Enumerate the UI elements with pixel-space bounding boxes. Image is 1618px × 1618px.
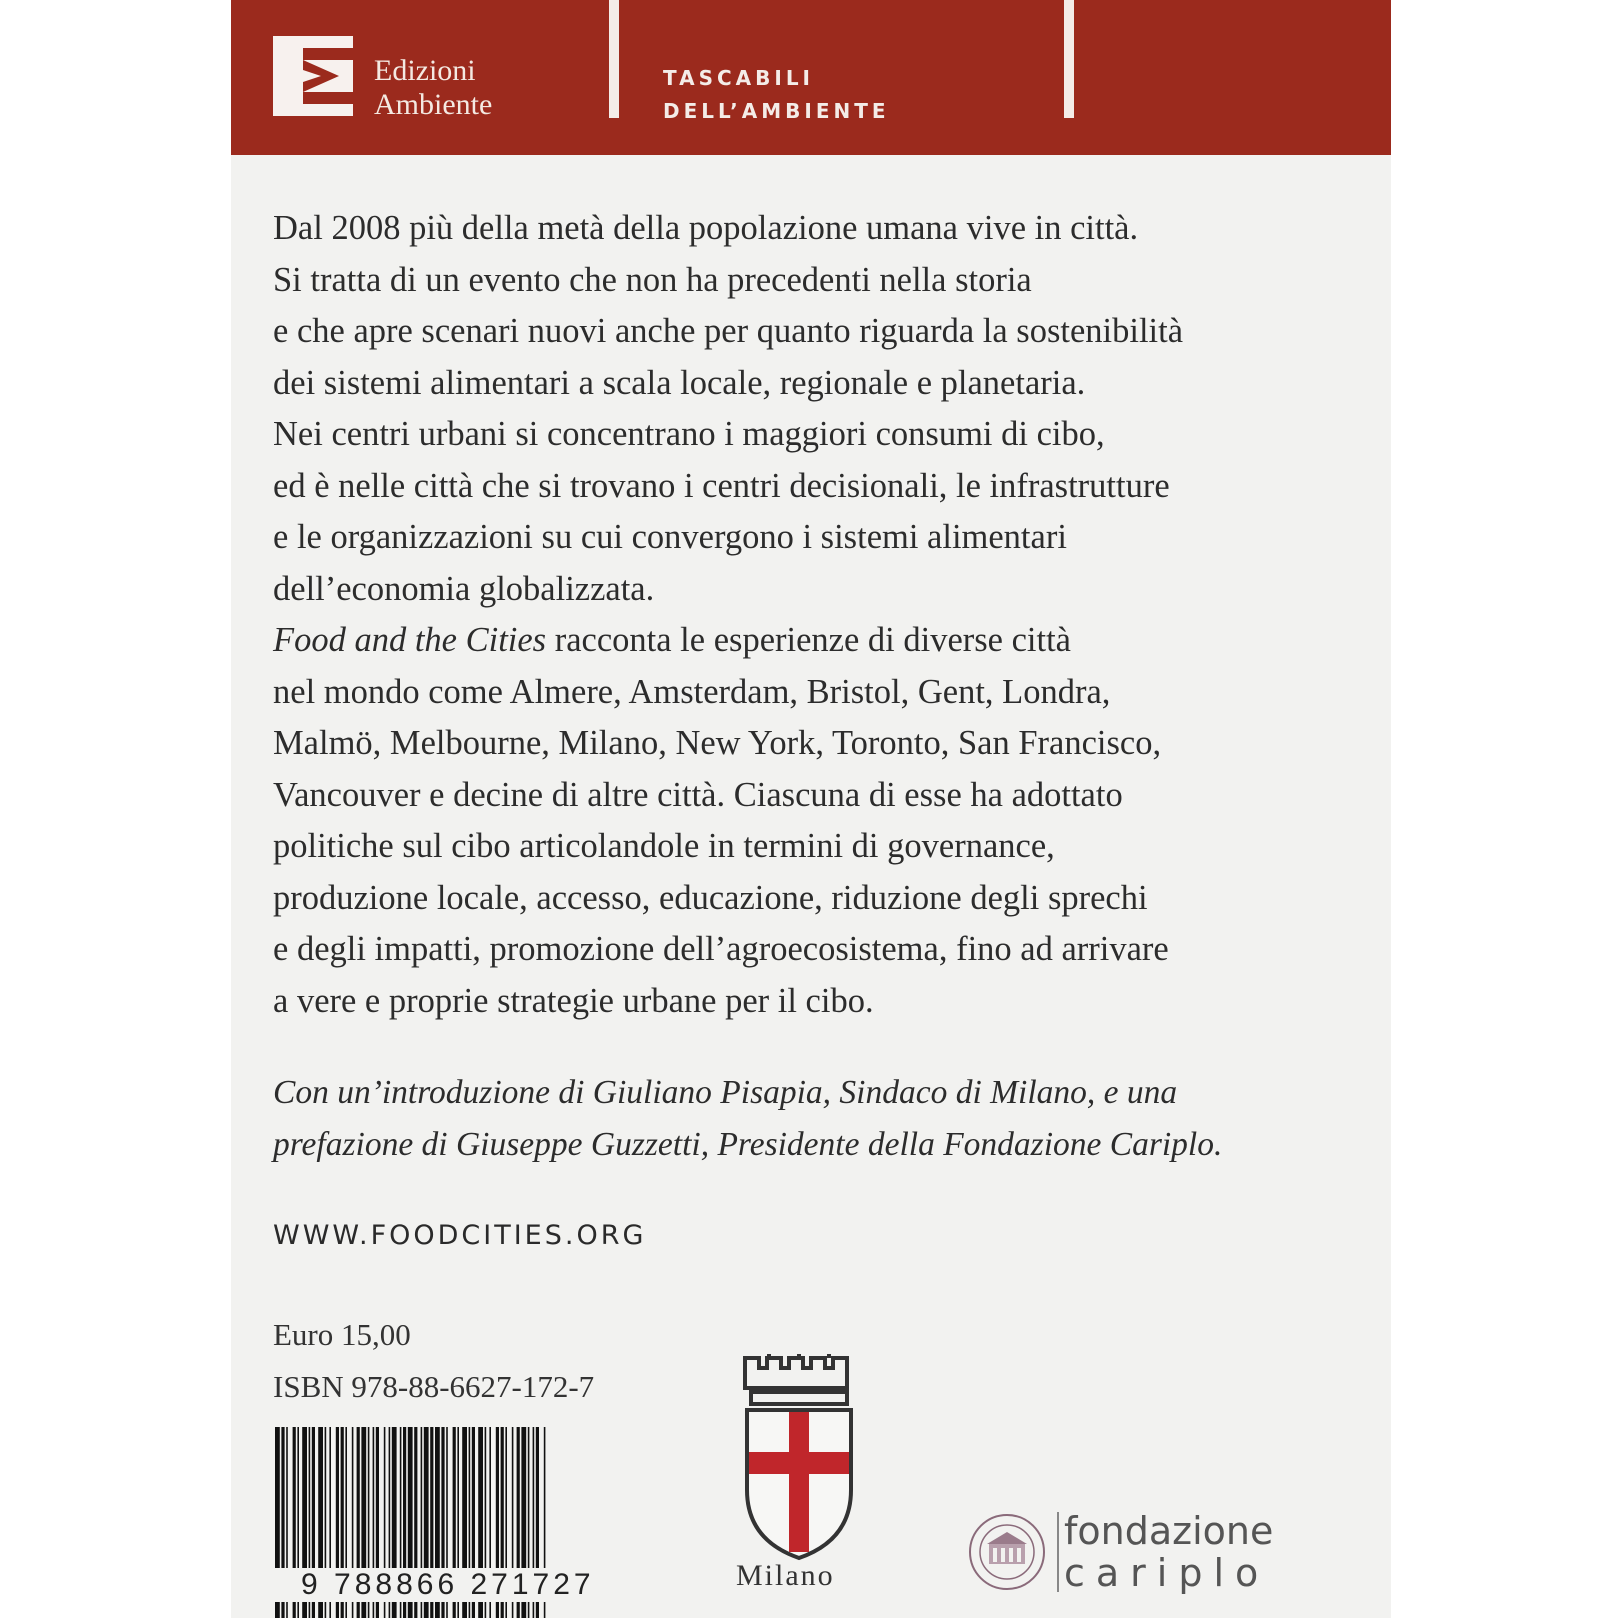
foundation-line1: fondazione: [1064, 1509, 1274, 1553]
blurb-text: [273, 203, 1383, 1027]
blurb-line: ed è nelle città che si trovano i centri decisionali, le infrastrutture: [273, 466, 1170, 505]
publisher-name: [374, 54, 492, 122]
introduction-credits: [273, 1067, 1393, 1171]
blurb-line: Nei centri urbani si concentrano i maggiori consumi di cibo,: [273, 415, 1105, 453]
blurb-line: politiche sul cibo articolandole in termini di governance,: [273, 827, 1055, 865]
publisher-name-line2: Ambiente: [374, 88, 493, 121]
blurb-line: a vere e proprie strategie urbane per il cibo.: [273, 981, 874, 1020]
blurb-line: Malmö, Melbourne, Milano, New York, Toronto, San Francisco,: [273, 724, 1162, 762]
website-url[interactable]: WWW.FOODCITIES.ORG: [273, 1220, 647, 1251]
blurb-line: e degli impatti, promozione dell’agroecosistema, fino ad arrivare: [273, 930, 1169, 968]
blurb-line: Vancouver e decine di altre città. Ciascuna di esse ha adottato: [273, 775, 1123, 814]
intro-line: prefazione di Giuseppe Guzzetti, Presidente della Fondazione Cariplo.: [273, 1126, 1223, 1163]
milano-label: Milano: [736, 1559, 835, 1592]
header-banner: [231, 0, 1391, 155]
series-name-line1: TASCABILI: [663, 66, 814, 90]
publisher-name-line1: Edizioni: [374, 54, 476, 87]
blurb-line-rest: racconta le esperienze di diverse città: [546, 621, 1071, 659]
fondazione-cariplo-logo: [1064, 1510, 1273, 1594]
blurb-line: nel mondo come Almere, Amsterdam, Bristol, Gent, Londra,: [273, 672, 1111, 711]
back-cover: [231, 0, 1391, 1618]
isbn: ISBN 978-88-6627-172-7: [273, 1369, 595, 1404]
edizioni-ambiente-logo-icon: [273, 36, 353, 116]
blurb-line: Si tratta di un evento che non ha precedenti nella storia: [273, 260, 1032, 299]
banner-divider: [609, 0, 619, 118]
series-name: [663, 62, 890, 128]
book-title: Food and the Cities: [273, 621, 547, 659]
price: Euro 15,00: [273, 1317, 411, 1352]
series-name-line2: DELL’AMBIENTE: [663, 99, 890, 123]
cariplo-divider: [1057, 1512, 1059, 1592]
price-info: [273, 1309, 594, 1413]
cariplo-seal-icon: [967, 1512, 1047, 1592]
blurb-line: Dal 2008 più della metà della popolazione umana vive in città.: [273, 209, 1139, 247]
barcode-digits: 9 788866 271727: [271, 1568, 601, 1602]
blurb-line: e le organizzazioni su cui convergono i sistemi alimentari: [273, 518, 1067, 556]
banner-divider: [1064, 0, 1074, 118]
milano-coat-of-arms-icon: [739, 1352, 859, 1562]
blurb-line: produzione locale, accesso, educazione, riduzione degli sprechi: [273, 878, 1148, 917]
blurb-line: dell’economia globalizzata.: [273, 569, 655, 608]
intro-line: Con un’introduzione di Giuliano Pisapia, Sindaco di Milano, e una: [273, 1074, 1178, 1111]
blurb-line: dei sistemi alimentari a scala locale, regionale e planetaria.: [273, 363, 1086, 402]
foundation-line2: cariplo: [1064, 1551, 1270, 1595]
blurb-line: e che apre scenari nuovi anche per quanto riguarda la sostenibilità: [273, 312, 1184, 350]
blurb-line: [273, 615, 1383, 667]
